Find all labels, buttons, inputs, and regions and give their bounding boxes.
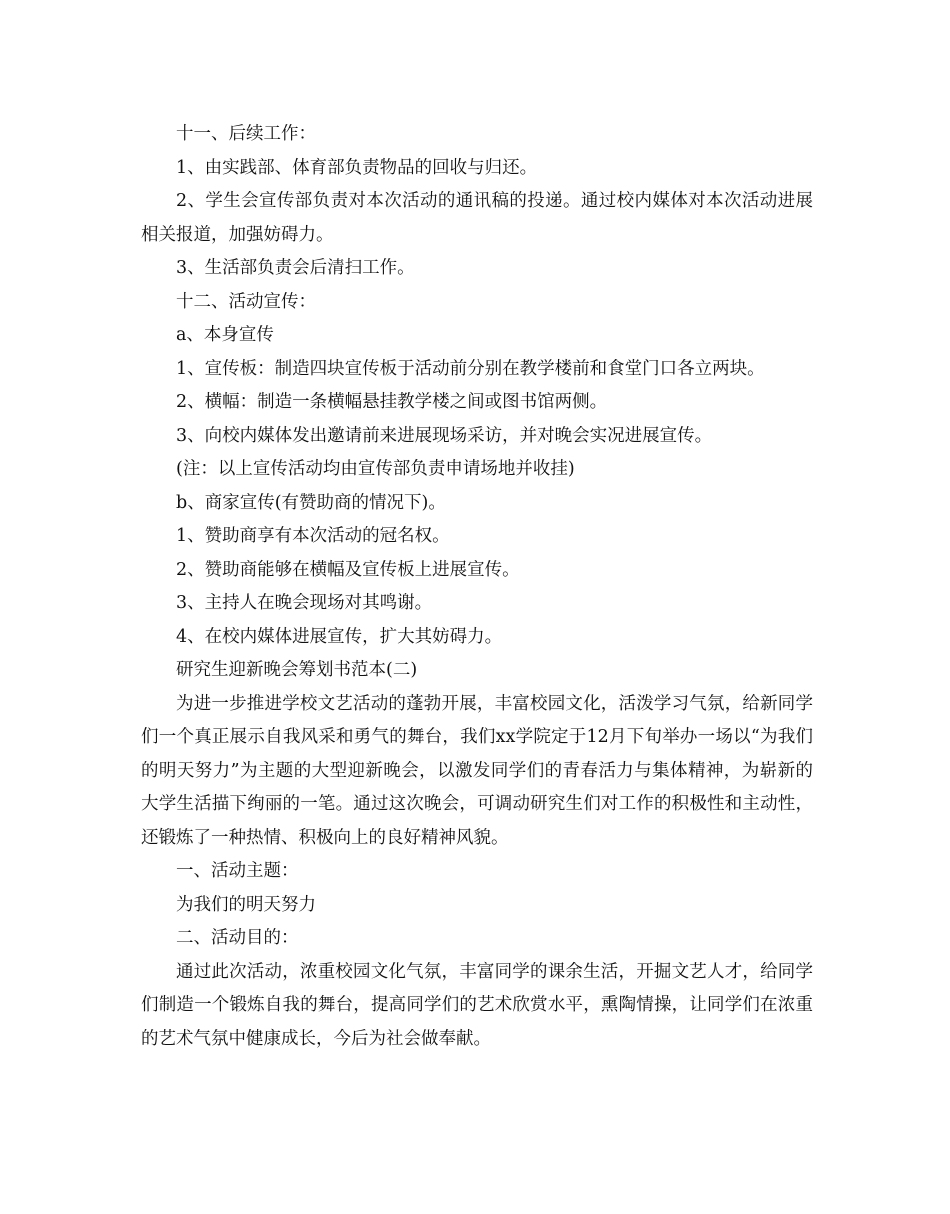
list-item: 3、向校内媒体发出邀请前来进展现场采访，并对晚会实况进展宣传。 [176,425,713,446]
section-heading-promotion: 十二、活动宣传： [176,291,316,312]
document-subtitle: 研究生迎新晚会筹划书范本(二) [176,660,418,680]
list-item: 3、生活部负责会后清扫工作。 [176,258,415,278]
list-item: 1、赞助商享有本次活动的冠名权。 [176,526,450,546]
section-heading-purpose: 二、活动目的： [176,928,299,948]
document-body [141,118,813,1056]
list-item: 1、宣传板：制造四块宣传板于活动前分别在教学楼前和食堂门口各立两块。 [176,358,765,379]
body-paragraph: 通过此次活动，浓重校园文化气氛，丰富同学的课余生活，开掘文艺人才，给同学们制造一个锻炼自我的舞台，提高同学们的艺术欣赏水平，熏陶情操，让同学们在浓重的艺术气氛中健康成长，今后为社会做奉献。 [141,961,813,1049]
list-item: 1、由实践部、体育部负责物品的回收与归还。 [176,157,538,178]
note-paragraph: (注：以上宣传活动均由宣传部负责申请场地并收挂) [176,459,575,479]
section-heading-theme: 一、活动主题： [176,861,299,881]
list-item: 2、赞助商能够在横幅及宣传板上进展宣传。 [176,559,520,580]
list-item: 2、横幅：制造一条横幅悬挂教学楼之间或图书馆两侧。 [176,392,608,412]
body-paragraph: 为我们的明天努力 [176,894,316,915]
list-item: 4、在校内媒体进展宣传，扩大其妨碍力。 [176,626,503,647]
list-item: 2、学生会宣传部负责对本次活动的通讯稿的投递。通过校内媒体对本次活动进展相关报道，加强妨碍力。 [141,191,813,245]
subsection-heading: b、商家宣传(有赞助商的情况下)。 [176,492,446,513]
body-paragraph: 为进一步推进学校文艺活动的蓬勃开展，丰富校园文化，活泼学习气氛，给新同学们一个真正展示自我风采和勇气的舞台，我们xx学院定于12月下旬举办一场以“为我们的明天努力”为主题的大型迎新晚会，以激发同学们的青春活力与集体精神，为崭新的大学生活描下绚丽的一笔。通过这次晚会，可调动研究生们对工作的积极性和主动性，还锻炼了一种热情、积极向上的良好精神风貌。 [141,693,813,848]
section-heading-followup: 十一、后续工作： [176,124,316,144]
subsection-heading: a、本身宣传 [176,325,274,345]
list-item: 3、主持人在晚会现场对其鸣谢。 [176,593,433,613]
